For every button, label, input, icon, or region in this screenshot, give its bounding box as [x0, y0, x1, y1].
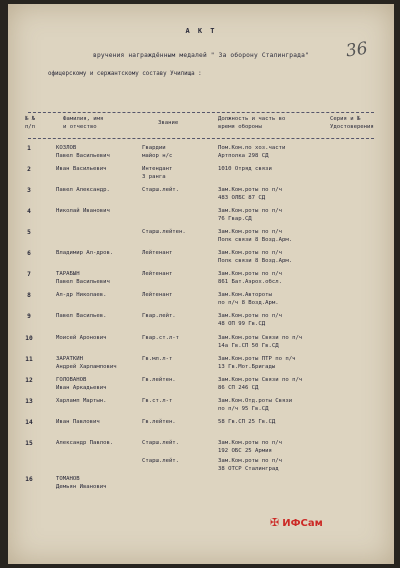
row-number: 4 [27, 208, 31, 215]
table-row [8, 398, 394, 418]
recipient-position-line: Зам.Ком.роты ПТР по п/ч [218, 356, 296, 362]
table-row [8, 250, 394, 270]
header-position-line: время обороны [218, 123, 262, 130]
table-row [8, 187, 394, 207]
recipient-rank-line: Гвардии [142, 145, 166, 151]
recipient-position-line: Зам.Ком.роты по п/ч [218, 458, 282, 464]
recipient-rank [142, 440, 202, 448]
recipient-name [56, 419, 148, 427]
archive-stamp [270, 516, 323, 529]
document-page [8, 4, 394, 564]
recipient-position [218, 229, 322, 244]
recipient-position [218, 250, 322, 265]
table-top-rule [28, 112, 374, 113]
recipient-name [56, 145, 148, 160]
document-subtitle: вручения награждённым медалей " За оборону Сталинграда" [93, 52, 309, 59]
recipient-position-line: Зам.Ком.роты по п/ч [218, 271, 282, 277]
header-name-line: и отчество [63, 123, 97, 130]
star-icon: ✠ [270, 516, 280, 529]
recipient-position-line: Полк связи 8 Возд.Арм. [218, 236, 293, 243]
header-rank [158, 120, 178, 128]
recipient-position [218, 440, 322, 455]
preamble [48, 70, 368, 78]
recipient-rank-line: Старш.лейт. [142, 440, 180, 446]
table-row [8, 292, 394, 312]
recipient-position-line: 861 Бат.Аэрох.обсл. [218, 278, 282, 285]
row-number: 8 [27, 292, 31, 299]
header-num-line: п/п [24, 123, 36, 130]
recipient-position [218, 145, 322, 160]
recipient-position [218, 166, 322, 174]
recipient-position-line: Полк связи 8 Возд.Арм. [218, 257, 293, 264]
recipient-position [218, 419, 322, 427]
recipient-position-line: 192 ОБС 25 Армия [218, 447, 272, 454]
recipient-position-line: 58 Гв.СП 25 Гв.СД [218, 419, 276, 425]
table-row [8, 419, 394, 439]
table-row [8, 476, 394, 496]
recipient-position [218, 271, 322, 286]
recipient-position-line: Зам.Ком.роты Связи по п/ч [218, 335, 303, 341]
recipient-rank-line: майор н/с [142, 152, 173, 159]
table-row [8, 335, 394, 355]
row-number: 1 [27, 145, 31, 152]
row-number: 9 [27, 313, 31, 320]
recipient-name [56, 271, 148, 286]
recipient-name [56, 292, 148, 300]
recipient-name-line: Демьян Иванович [56, 483, 107, 490]
row-number: 6 [27, 250, 31, 257]
table-row [8, 166, 394, 186]
row-number: 13 [25, 398, 33, 405]
header-notes [330, 116, 374, 131]
recipient-position-line: 86 СП 246 СД [218, 384, 259, 391]
header-num [18, 116, 42, 131]
recipient-rank-line: Старш.лейт. [142, 187, 180, 193]
recipient-rank-line: Лейтенант [142, 271, 173, 277]
table-row [8, 377, 394, 397]
stamp-text: ИФСам [282, 518, 323, 529]
recipient-rank-line: Гвар.лейт. [142, 313, 176, 319]
recipient-position-line: 38 ОТСР Сталинград [218, 465, 279, 472]
recipient-rank-line: Гв.ст.л-т [142, 398, 173, 404]
recipient-rank-line: Старш.лейтен. [142, 229, 186, 235]
header-bottom-rule [28, 138, 374, 139]
recipient-rank [142, 187, 202, 195]
recipient-rank-line: Гв.мл.л-т [142, 356, 173, 362]
row-number: 11 [25, 356, 33, 363]
recipient-position-line: 14а Гв.СП 50 Гв.СД [218, 342, 279, 349]
recipient-name-line: Иван Аркадьевич [56, 384, 107, 391]
recipient-name-line: Александр Павлов. [56, 440, 114, 446]
row-number: 15 [25, 440, 33, 447]
recipient-rank-line: Лейтенант [142, 292, 173, 298]
recipient-name [56, 377, 148, 392]
recipient-name-line: Павел Александр. [56, 187, 110, 193]
recipient-rank-line: 3 ранга [142, 173, 166, 180]
table-row [8, 229, 394, 249]
recipient-name-line: Иван Павлович [56, 419, 100, 425]
recipient-rank-line: Гвар.ст.л-т [142, 335, 180, 341]
handwritten-page-number: 36 [345, 38, 370, 62]
recipient-position-line: Зам.Ком.Автороты [218, 292, 272, 298]
recipient-name-line: Андрей Харлампович [56, 363, 117, 370]
recipient-position [218, 292, 322, 307]
recipient-rank [142, 335, 202, 343]
recipient-rank [142, 250, 202, 258]
recipient-name-line: Харламп Мартын. [56, 398, 107, 404]
preamble-line: офицерскому и сержантскому составу Училища : [48, 71, 202, 77]
table-row [8, 271, 394, 291]
recipient-position-line: по п/ч 95 Гв.СД [218, 405, 269, 412]
header-notes-line: Удостоверения [330, 123, 374, 130]
row-number: 16 [25, 476, 33, 483]
header-name-line: Фамилия, имя [63, 116, 104, 122]
recipient-rank [142, 166, 202, 181]
header-name [63, 116, 103, 131]
recipient-name [56, 208, 148, 216]
recipient-name [56, 187, 148, 195]
recipient-rank [142, 377, 202, 385]
recipient-position-line: Зам.Ком.Отд.роты Связи [218, 398, 293, 404]
recipient-rank [142, 419, 202, 427]
table-row [8, 145, 394, 165]
recipient-rank-line: Старш.лейт. [142, 458, 180, 464]
table-row [8, 208, 394, 228]
row-number: 10 [25, 335, 33, 342]
recipient-position [218, 208, 322, 223]
recipient-name [56, 335, 148, 343]
recipient-position-line: 13 Гв.Мот.Бригады [218, 363, 276, 370]
recipient-position-line: Зам.Ком.роты по п/ч [218, 187, 282, 193]
recipient-name-line: Николай Иванович [56, 208, 110, 214]
recipient-name-line: Моисей Аронович [56, 335, 107, 341]
row-number: 12 [25, 377, 33, 384]
recipient-position [218, 398, 322, 413]
recipient-position [218, 335, 322, 350]
recipient-name-line: ГОЛОВАНОВ [56, 377, 87, 383]
recipient-position [218, 458, 322, 473]
recipient-name-line: КОЗЛОВ [56, 145, 77, 151]
recipient-position [218, 356, 322, 371]
recipient-name-line: Павел Васильев. [56, 313, 107, 319]
row-number: 7 [27, 271, 31, 278]
recipient-name-line: Павел Васильевич [56, 152, 110, 159]
header-rank-line: Звание [158, 120, 179, 126]
recipient-rank [142, 458, 202, 466]
recipient-name [56, 440, 148, 448]
recipient-rank-line: Лейтенант [142, 250, 173, 256]
row-number: 2 [27, 166, 31, 173]
table-row [8, 458, 394, 478]
recipient-rank [142, 313, 202, 321]
recipient-rank-line: Гв.лейтен. [142, 377, 176, 383]
header-position-line: Должность и часть во [218, 116, 286, 122]
recipient-position [218, 377, 322, 392]
recipient-rank [142, 398, 202, 406]
recipient-name-line: Павел Васильевич [56, 278, 110, 285]
recipient-position-line: Пом.Ком.по хоз.части [218, 145, 286, 151]
recipient-name-line: ТОМАНОВ [56, 476, 80, 482]
recipient-name-line: ЗАРАТКИН [56, 356, 83, 362]
recipient-position-line: Зам.Ком.роты по п/ч [218, 229, 282, 235]
table-row [8, 440, 394, 460]
table-row [8, 313, 394, 333]
recipient-position-line: Зам.Ком.роты по п/ч [218, 208, 282, 214]
recipient-name [56, 476, 148, 491]
row-number: 5 [27, 229, 31, 236]
recipient-name-line: Ал-др Николаев. [56, 292, 107, 298]
recipient-position-line: по п/ч 8 Возд.Арм. [218, 299, 279, 306]
recipient-position-line: Зам.Ком.роты Связи по п/ч [218, 377, 303, 383]
recipient-position-line: Зам.Ком.роты по п/ч [218, 440, 282, 446]
recipient-name [56, 250, 148, 258]
recipient-name [56, 166, 148, 174]
row-number: 3 [27, 187, 31, 194]
recipient-rank-line: Гв.лейтен. [142, 419, 176, 425]
recipient-rank-line: Интендант [142, 166, 173, 172]
header-position [218, 116, 285, 131]
recipient-rank [142, 356, 202, 364]
header-num-line: № № [24, 116, 36, 122]
recipient-position-line: 48 ОП 99 Гв.СД [218, 320, 266, 327]
recipient-position-line: Зам.Ком.роты по п/ч [218, 313, 282, 319]
recipient-rank [142, 271, 202, 279]
recipient-position-line: Зам.Ком.роты по п/ч [218, 250, 282, 256]
table-row [8, 356, 394, 376]
document-title: А К Т [185, 27, 217, 35]
recipient-rank [142, 145, 202, 160]
recipient-position-line: 76 Гвар.СД [218, 215, 252, 222]
recipient-rank [142, 292, 202, 300]
row-number: 14 [25, 419, 33, 426]
recipient-name-line: Иван Васильевич [56, 166, 107, 172]
recipient-name [56, 313, 148, 321]
header-notes-line: Серия и № [330, 116, 361, 122]
recipient-name-line: Владимир Ал-дров. [56, 250, 114, 256]
recipient-name [56, 398, 148, 406]
recipient-position-line: 483 ОЛБС 87 СД [218, 194, 266, 201]
recipient-rank [142, 229, 202, 237]
recipient-position-line: 1010 Отряд связи [218, 166, 272, 172]
recipient-position-line: Артполка 298 СД [218, 152, 269, 159]
recipient-position [218, 187, 322, 202]
recipient-position [218, 313, 322, 328]
recipient-name-line: ТАРАБЫН [56, 271, 80, 277]
recipient-name [56, 356, 148, 371]
